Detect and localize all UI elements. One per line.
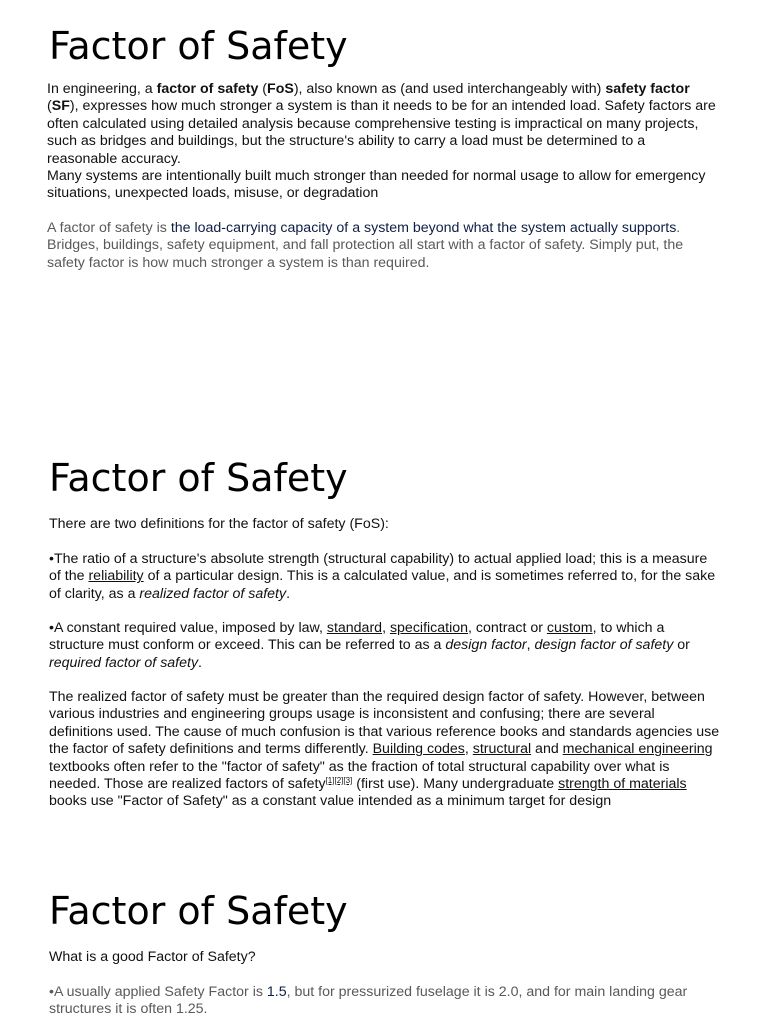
link-reliability[interactable]: reliability [88, 568, 144, 585]
highlighted-value: 1.5 [266, 984, 287, 1000]
intro-text: There are two definitions for the factor of safety (FoS): [49, 516, 389, 532]
citation-1[interactable]: [1] [325, 776, 335, 786]
link-custom[interactable]: custom [546, 620, 593, 636]
question-text: What is a good Factor of Safety? [49, 949, 256, 965]
usage-paragraph: Many systems are intentionally built much stronger than needed for normal usage to allow for emergency situations, unexpected loads, misuse, or degradation [47, 168, 706, 202]
slide-title: Factor of Safety [49, 24, 348, 68]
bullet-typical-value: •A usually applied Safety Factor is 1.5, but for pressurized fuselage it is 2.0, and for main landing gear structures it is often 1.25. [49, 984, 688, 1018]
term-safety-factor: safety factor [605, 81, 690, 97]
term-factor-of-safety: factor of safety [156, 81, 259, 97]
highlighted-phrase: the load-carrying capacity of a system beyond what the system actually supports [170, 220, 677, 236]
term-fos: FoS [267, 81, 294, 97]
citations [326, 776, 353, 785]
slide-title: Factor of Safety [49, 889, 348, 933]
link-specification[interactable]: specification [389, 620, 469, 636]
link-structural[interactable]: structural [472, 741, 532, 758]
link-building-codes[interactable]: Building codes [372, 741, 465, 758]
citation-2[interactable]: [2] [334, 776, 344, 786]
link-strength-of-materials[interactable]: strength of materials [558, 776, 687, 793]
summary-paragraph: A factor of safety is the load-carrying capacity of a system beyond what the system actually supports. Bridges, buildings, safety equipment, and fall protection all start with a factor of safety. Simply put, the safety factor is how much stronger a system is than required. [47, 220, 684, 271]
term-sf: SF [51, 98, 70, 115]
link-standard[interactable]: standard [326, 620, 383, 636]
bullet-required: •A constant required value, imposed by law, standard, specification, contract or custom, to which a structure must conform or exceed. This can be referred to as a design factor, design factor of safety or required factor of safety. [49, 620, 690, 671]
link-mechanical-engineering[interactable]: mechanical engineering [562, 741, 713, 758]
bullet-realized: •The ratio of a structure's absolute strength (structural capability) to actual applied load; this is a measure of the reliability of a particular design. This is a calculated value, and is sometimes referred to, for the sake of clarity, as a realized factor of safety. [49, 551, 716, 602]
citation-3[interactable]: [3] [343, 776, 353, 786]
definition-paragraph: In engineering, a factor of safety (FoS), also known as (and used interchangeably with) safety factor (SF), expresses how much stronger a system is than it needs to be for an intended load. Safety factors are often calculated using detailed analysis because comprehensive testing is impractical on many projects, such as bridges and buildings, but the structure's ability to carry a load must be determined to a reasonable accuracy. [47, 81, 716, 167]
usage-confusion-paragraph: The realized factor of safety must be greater than the required design factor of safety. However, between various industries and engineering groups usage is inconsistent and confusing; there are several definitions used. The cause of much confusion is that various reference books and standards agencies use the factor of safety definitions and terms differently. Building codes, structural and mechanical engineering textbooks often refer to the "factor of safety" as the fraction of total structural capability over what is needed. Those are realized factors of safety[1][2][3] (first use). Many undergraduate strength of materials books use "Factor of Safety" as a constant value intended as a minimum target for design [49, 689, 720, 810]
slide-title: Factor of Safety [49, 456, 348, 500]
